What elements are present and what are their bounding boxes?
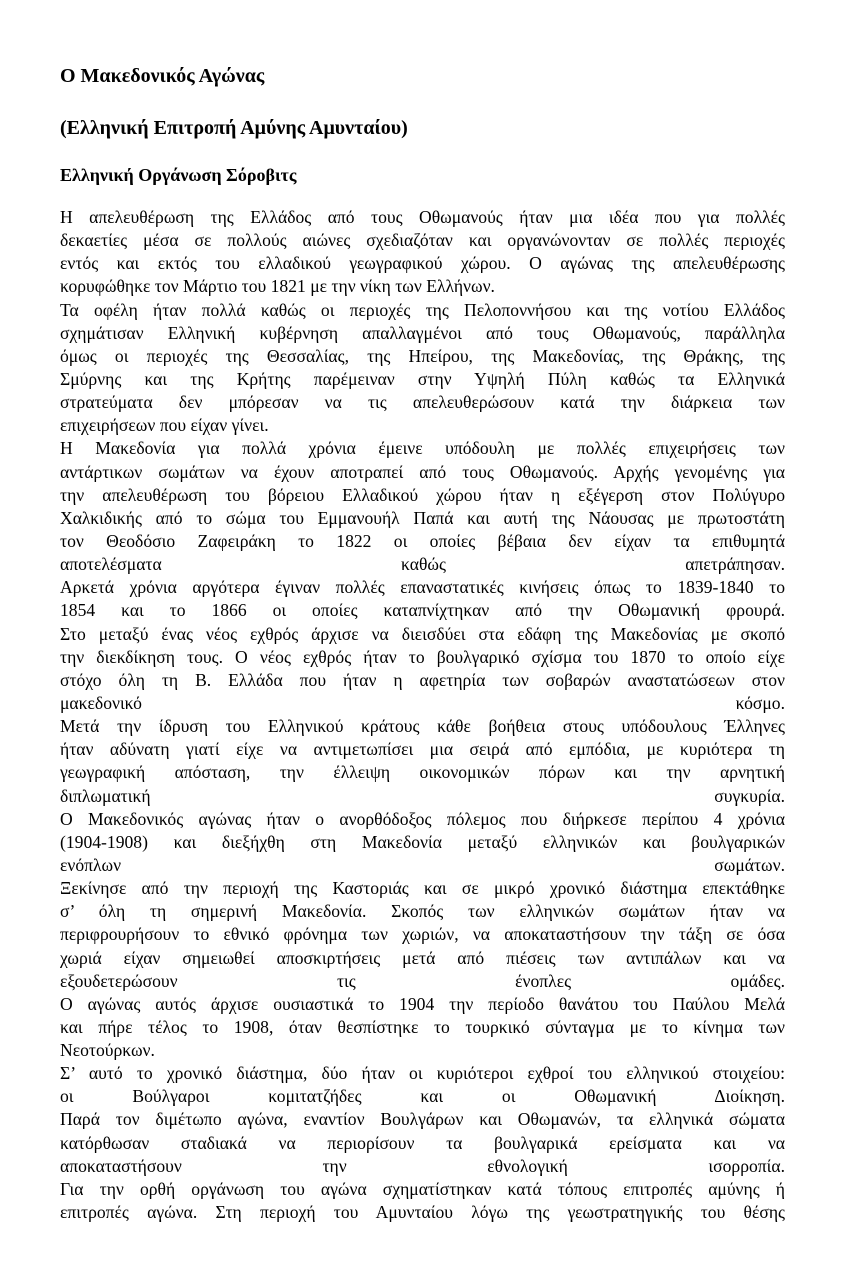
body-text: [60, 206, 785, 1224]
text-line: Τα οφέλη ήταν πολλά καθώς οι περιοχές της Πελοποννήσου και της νοτίου Ελλάδος: [60, 299, 785, 320]
text-line: αποκαταστήσουν την εθνολογική ισορροπία.: [60, 1155, 785, 1176]
document-subtitle: (Ελληνική Επιτροπή Αμύνης Αμυνταίου): [60, 117, 408, 139]
text-line: περιφρουρήσουν το εθνικό φρόνημα των χωριών, να αποκαταστήσουν την τάξη σε όσα: [60, 924, 785, 945]
text-line: και πήρε τέλος το 1908, όταν θεσπίστηκε το τουρκικό σύνταγμα με το κίνημα των: [60, 1016, 785, 1037]
text-line: στόχο όλη τη Β. Ελλάδα που ήταν η αφετηρία των σοβαρών αναστατώσεων στον: [60, 669, 785, 690]
text-line: Η απελευθέρωση της Ελλάδος από τους Οθωμανούς ήταν μια ιδέα που για πολλές: [60, 207, 785, 227]
section-heading: Ελληνική Οργάνωση Σόροβιτς: [60, 165, 297, 185]
text-line: Ο Μακεδονικός αγώνας ήταν ο ανορθόδοξος πόλεμος που διήρκεσε περίπου 4 χρόνια: [60, 808, 785, 829]
text-line: μακεδονικό κόσμο.: [60, 692, 785, 713]
text-line: οι Βούλγαροι κομιτατζήδες και οι Οθωμανική Διοίκηση.: [60, 1086, 785, 1107]
text-line: (1904-1908) και διεξήχθη στη Μακεδονία μεταξύ ελληνικών και βουλγαρικών: [60, 831, 785, 852]
text-line: την διεκδίκηση τους. Ο νέος εχθρός ήταν το βουλγαρικό σχίσμα του 1870 το οποίο είχε: [60, 646, 785, 667]
text-line: ήταν αδύνατη γιατί είχε να αντιμετωπίσει μια σειρά από εμπόδια, με κυριότερα τη: [60, 739, 785, 760]
text-line: γεωγραφική απόσταση, την έλλειψη οικονομικών πόρων και την αρνητική: [60, 762, 785, 783]
text-line: Αρκετά χρόνια αργότερα έγιναν πολλές επαναστατικές κινήσεις όπως το 1839-1840 το: [60, 577, 785, 598]
text-line: Ξεκίνησε από την περιοχή της Καστοριάς και σε μικρό χρονικό διάστημα επεκτάθηκε: [60, 878, 785, 899]
text-line: Σμύρνης και της Κρήτης παρέμειναν στην Υψηλή Πύλη καθώς τα Ελληνικά: [60, 368, 785, 389]
text-line: ενόπλων σωμάτων.: [60, 854, 785, 875]
text-line: όμως οι περιοχές της Θεσσαλίας, της Ηπείρου, της Μακεδονίας, της Θράκης, της: [60, 345, 785, 366]
text-line: αποτελέσματα καθώς απετράπησαν.: [60, 554, 785, 575]
text-line: κορυφώθηκε τον Μάρτιο του 1821 με την νίκη των Ελλήνων.: [60, 276, 495, 297]
text-line: διπλωματική συγκυρία.: [60, 785, 785, 806]
text-line: τον Θεοδόσιο Ζαφειράκη το 1822 οι οποίες βέβαια δεν είχαν τα επιθυμητά: [60, 530, 785, 551]
text-line: Ο αγώνας αυτός άρχισε ουσιαστικά το 1904 την περίοδο θανάτου του Παύλου Μελά: [60, 993, 785, 1014]
text-line: εντός και εκτός του ελλαδικού γεωγραφικού χώρου. Ο αγώνας της απελευθέρωσης: [60, 253, 785, 274]
text-line: δεκαετίες μέσα σε πολλούς αιώνες σχεδιαζόταν και οργανώνονταν σε πολλές περιοχές: [60, 230, 785, 251]
text-line: 1854 και το 1866 οι οποίες καταπνίχτηκαν από την Οθωμανική φρουρά.: [60, 600, 785, 621]
text-line: επιτροπές αγώνα. Στη περιοχή του Αμυνταίου λόγω της γεωστρατηγικής του θέσης: [60, 1202, 785, 1223]
text-line: σ’ όλη τη σημερινή Μακεδονία. Σκοπός των ελληνικών σωμάτων ήταν να: [60, 901, 785, 922]
text-line: Νεοτούρκων.: [60, 1040, 155, 1061]
text-line: Σ’ αυτό το χρονικό διάστημα, δύο ήταν οι κυριότεροι εχθροί του ελληνικού στοιχείου:: [60, 1063, 785, 1084]
text-line: κατόρθωσαν σταδιακά να περιορίσουν τα βουλγαρικά ερείσματα και να: [60, 1132, 785, 1153]
text-line: αντάρτικων σωμάτων να έχουν αποτραπεί από τους Οθωμανούς. Αρχής γενομένης για: [60, 461, 785, 482]
text-line: επιχειρήσεων που είχαν γίνει.: [60, 415, 269, 436]
text-line: την απελευθέρωση του βόρειου Ελλαδικού χώρου ήταν η εξέγερση στον Πολύγυρο: [60, 484, 785, 505]
text-line: Στο μεταξύ ένας νέος εχθρός άρχισε να διεισδύει στα εδάφη της Μακεδονίας με σκοπό: [60, 623, 785, 644]
text-line: στρατεύματα δεν μπόρεσαν να τις απελευθερώσουν κατά την διάρκεια των: [60, 392, 785, 413]
text-line: Παρά τον διμέτωπο αγώνα, εναντίον Βουλγάρων και Οθωμανών, τα ελληνικά σώματα: [60, 1109, 785, 1130]
text-line: σχημάτισαν Ελληνική κυβέρνηση απαλλαγμένοι από τους Οθωμανούς, παράλληλα: [60, 322, 785, 343]
text-line: χωριά είχαν σημειωθεί αποσκιρτήσεις μετά από πιέσεις των αντιπάλων και να: [60, 947, 785, 968]
text-line: Μετά την ίδρυση του Ελληνικού κράτους κάθε βοήθεια στους υπόδουλους Έλληνες: [60, 716, 785, 737]
text-line: εξουδετερώσουν τις ένοπλες ομάδες.: [60, 970, 785, 991]
text-line: Για την ορθή οργάνωση του αγώνα σχηματίστηκαν κατά τόπους επιτροπές αμύνης ή: [60, 1178, 785, 1199]
text-line: Η Μακεδονία για πολλά χρόνια έμεινε υπόδουλη με πολλές επιχειρήσεις των: [60, 438, 785, 459]
document-title: Ο Μακεδονικός Αγώνας: [60, 65, 265, 87]
text-line: Χαλκιδικής από το σώμα του Εμμανουήλ Παπά και αυτή της Νάουσας με πρωτοστάτη: [60, 507, 785, 528]
